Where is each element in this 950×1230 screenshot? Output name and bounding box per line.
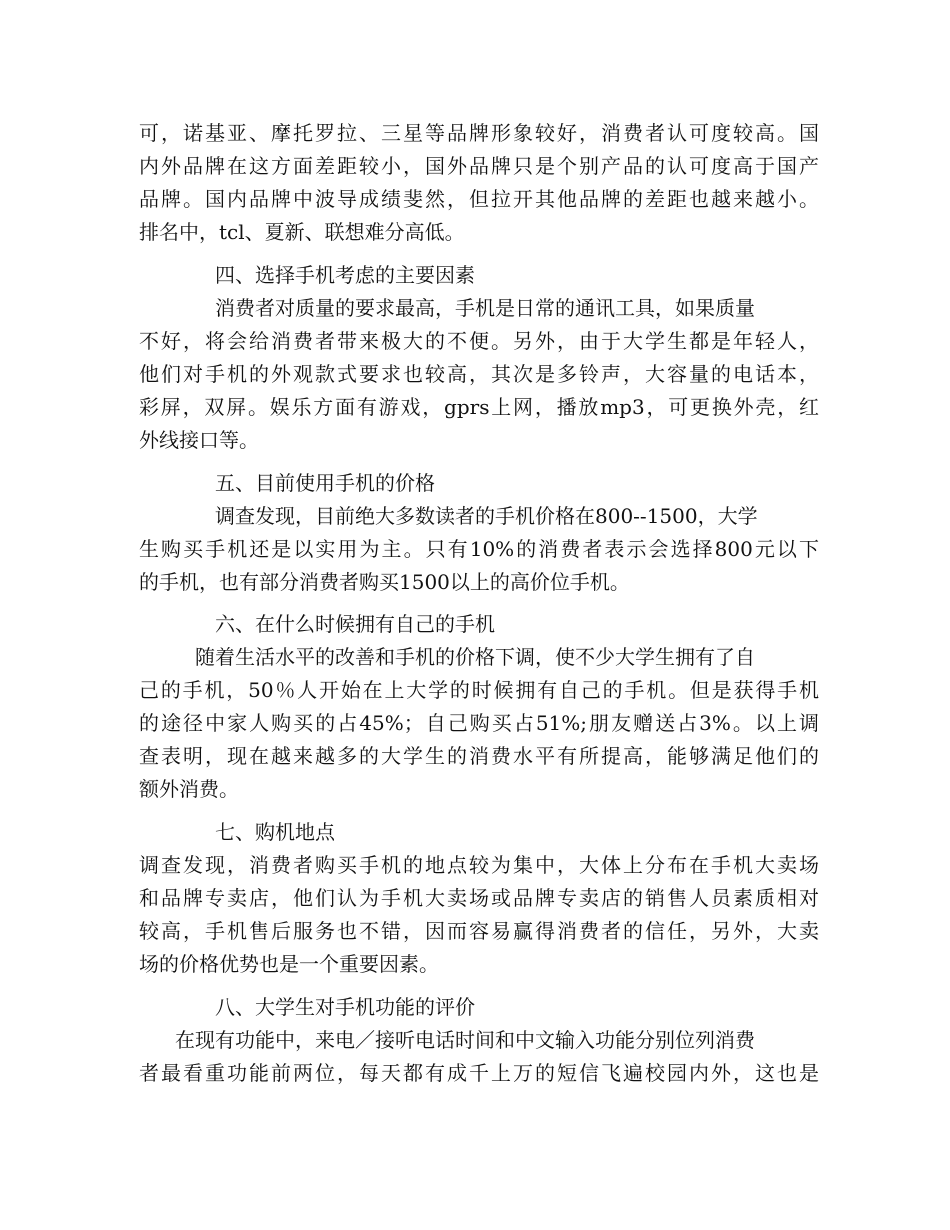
paragraph-line: 者最看重功能前两位，每天都有成千上万的短信飞遍校园内外，这也是 xyxy=(139,1061,819,1085)
paragraph-line: 在现有功能中，来电／接听电话时间和中文输入功能分别位列消费 xyxy=(175,1028,755,1052)
paragraph-line: 品牌。国内品牌中波导成绩斐然，但拉开其他品牌的差距也越来越小。 xyxy=(139,187,819,211)
paragraph-line: 较高，手机售后服务也不错，因而容易赢得消费者的信任，另外，大卖 xyxy=(139,919,819,943)
paragraph-line: 彩屏，双屏。娱乐方面有游戏，gprs上网，播放mp3，可更换外壳，红 xyxy=(139,395,819,419)
paragraph-line: 的途径中家人购买的占45%；自己购买占51%;朋友赠送占3%。以上调 xyxy=(139,711,819,735)
paragraph-line: 生购买手机还是以实用为主。只有10%的消费者表示会选择800元以下 xyxy=(139,537,819,561)
paragraph-line: 外线接口等。 xyxy=(139,428,259,452)
paragraph-line: 他们对手机的外观款式要求也较高，其次是多铃声，大容量的电话本， xyxy=(139,362,819,386)
section-heading-4: 四、选择手机考虑的主要因素 xyxy=(215,263,475,287)
section-heading-6: 六、在什么时候拥有自己的手机 xyxy=(215,612,495,636)
section-heading-5: 五、目前使用手机的价格 xyxy=(215,471,435,495)
paragraph-line: 不好，将会给消费者带来极大的不便。另外，由于大学生都是年轻人， xyxy=(139,329,819,353)
paragraph-line: 和品牌专卖店，他们认为手机大卖场或品牌专卖店的销售人员素质相对 xyxy=(139,886,819,910)
paragraph-line: 场的价格优势也是一个重要因素。 xyxy=(139,952,439,976)
section-heading-8: 八、大学生对手机功能的评价 xyxy=(215,995,475,1019)
paragraph-line: 查表明，现在越来越多的大学生的消费水平有所提高，能够满足他们的 xyxy=(139,744,819,768)
section-heading-7: 七、购机地点 xyxy=(215,820,335,844)
paragraph-line: 可，诺基亚、摩托罗拉、三星等品牌形象较好，消费者认可度较高。国 xyxy=(139,121,819,145)
paragraph-line: 额外消费。 xyxy=(139,777,239,801)
paragraph-line: 的手机，也有部分消费者购买1500以上的高价位手机。 xyxy=(139,570,630,594)
paragraph-line: 排名中，tcl、夏新、联想难分高低。 xyxy=(139,220,465,244)
paragraph-line: 己的手机，50％人开始在上大学的时候拥有自己的手机。但是获得手机 xyxy=(139,678,819,702)
paragraph-line: 调查发现，目前绝大多数读者的手机价格在800--1500，大学 xyxy=(215,504,758,528)
paragraph-line: 随着生活水平的改善和手机的价格下调，使不少大学生拥有了自 xyxy=(195,645,755,669)
paragraph-line: 消费者对质量的要求最高，手机是日常的通讯工具，如果质量 xyxy=(215,296,755,320)
paragraph-line: 内外品牌在这方面差距较小，国外品牌只是个别产品的认可度高于国产 xyxy=(139,154,819,178)
paragraph-line: 调查发现，消费者购买手机的地点较为集中，大体上分布在手机大卖场 xyxy=(139,853,819,877)
